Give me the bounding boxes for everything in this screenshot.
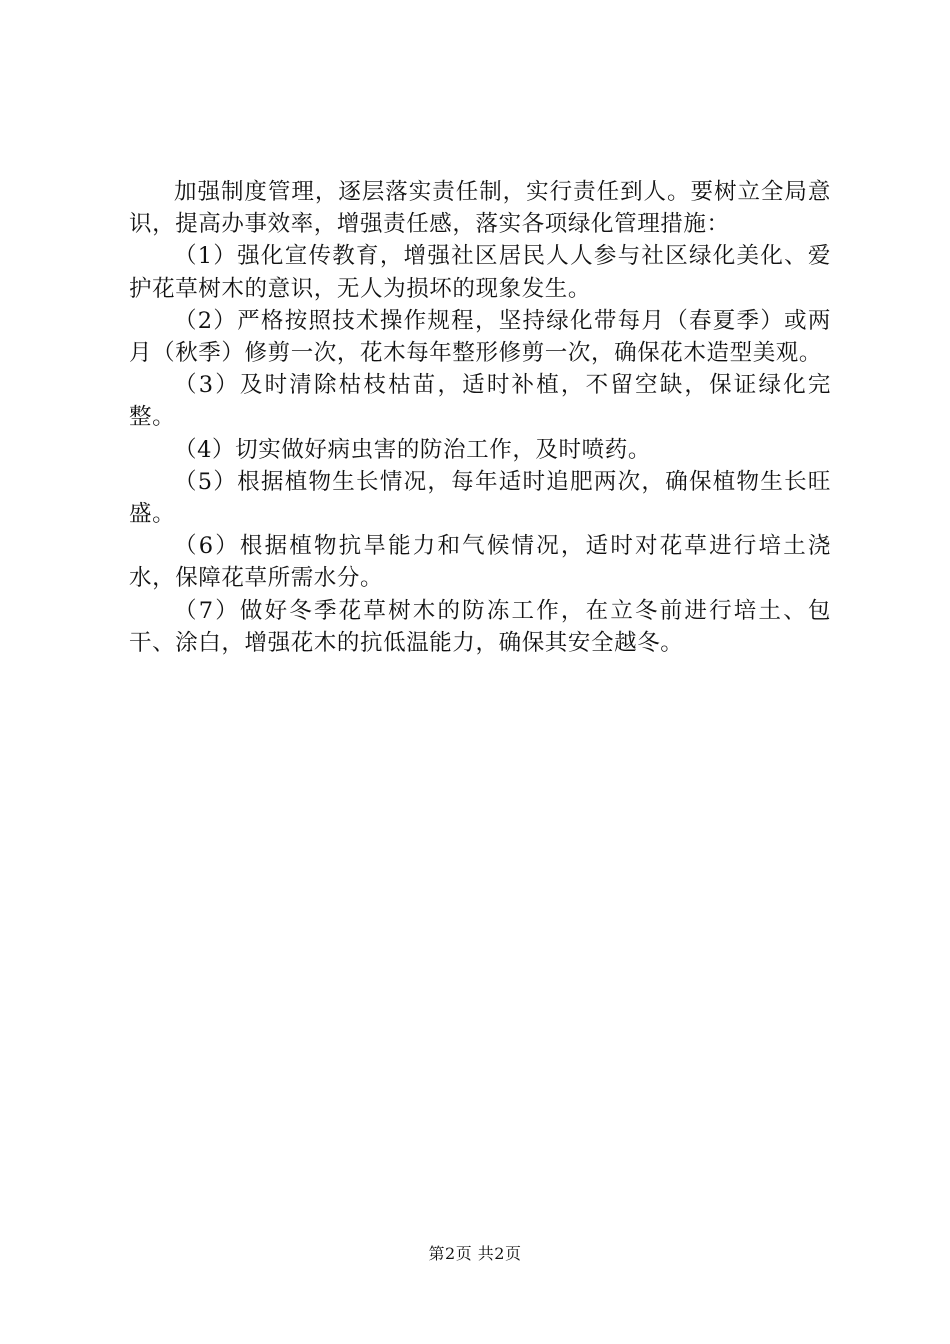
paragraph-item-2: （2）严格按照技术操作规程，坚持绿化带每月（春夏季）或两月（秋季）修剪一次，花木每年整形修剪一次，确保花木造型美观。 <box>129 307 831 367</box>
paragraph-item-6: （6）根据植物抗旱能力和气候情况，适时对花草进行培土浇水，保障花草所需水分。 <box>129 533 831 592</box>
paragraph-item-3: （3）及时清除枯枝枯苗，适时补植，不留空缺，保证绿化完整。 <box>129 372 831 431</box>
paragraph-item-4: （4）切实做好病虫害的防治工作，及时喷药。 <box>174 436 651 463</box>
paragraph-intro: 加强制度管理，逐层落实责任制，实行责任到人。要树立全局意识，提高办事效率，增强责任感，落实各项绿化管理措施： <box>129 179 831 238</box>
page-number-footer: 第2页 共2页 <box>428 1244 522 1263</box>
paragraph-item-5: （5）根据植物生长情况，每年适时追肥两次，确保植物生长旺盛。 <box>129 468 831 528</box>
paragraph-item-1: （1）强化宣传教育，增强社区居民人人参与社区绿化美化、爱护花草树木的意识，无人为损坏的现象发生。 <box>129 243 831 302</box>
paragraph-item-7: （7）做好冬季花草树木的防冻工作，在立冬前进行培土、包干、涂白，增强花木的抗低温能力，确保其安全越冬。 <box>129 597 831 656</box>
document-body <box>129 176 831 659</box>
